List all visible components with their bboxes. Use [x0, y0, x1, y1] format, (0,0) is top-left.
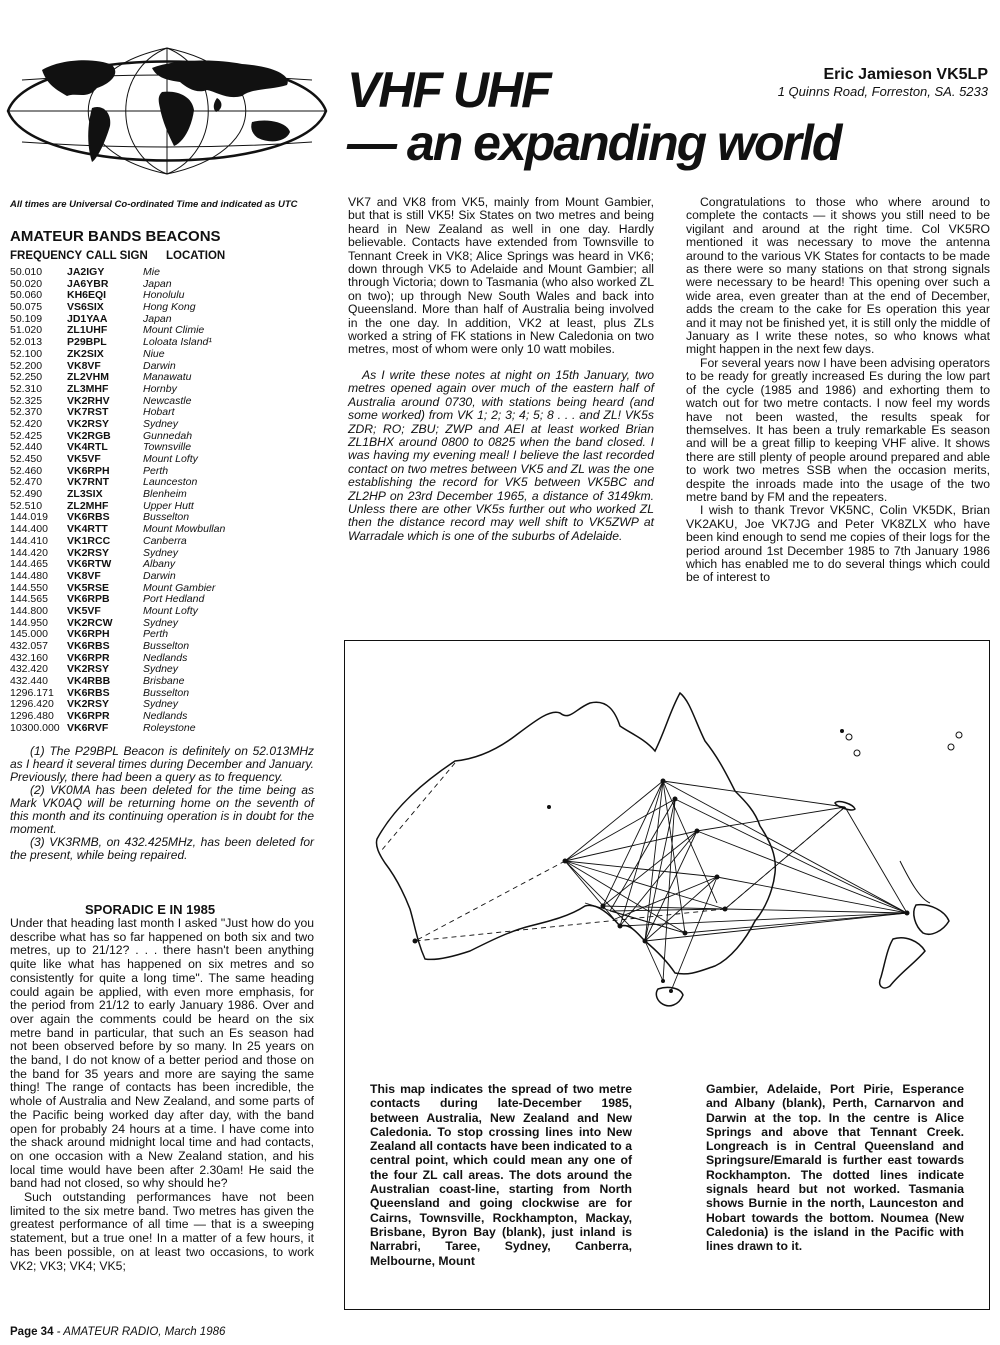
beacon-frequency: 52.420 [10, 417, 43, 430]
beacon-frequency: 10300.000 [10, 721, 60, 734]
beacon-frequency: 52.310 [10, 382, 43, 395]
col3-paragraph-2: For several years now I have been advising operators to be ready for greatly increased Es during the low part of the cycle (1985 and 1986) and exhorting them to watch out for two metre contacts. I now feel my words have not been wasted, the results speak for themselves. It has been a truly remarkable Es season and will be a great fillip to keeping VHF alive. It shows there are still plenty of people around prepared and able to work two metres SSB when the occasion merits, despite the inroads made into the usage of the two metre band by FM and the repeaters. [686, 355, 990, 504]
beacon-frequency: 52.325 [10, 394, 43, 407]
beacon-callsign: VK2RSY [67, 417, 110, 430]
beacon-location: Launceston [143, 476, 198, 489]
beacon-frequency: 1296.480 [10, 710, 54, 723]
beacon-callsign: JA2IGY [67, 266, 105, 278]
beacon-location: Blenheim [143, 488, 187, 501]
beacon-frequency: 50.060 [10, 289, 43, 302]
col3-paragraph-3: I wish to thank Trevor VK5NC, Colin VK5DK, Brian VK2AKU, Joe VK7JG and Peter VK8ZLX who have been kind enough to send me copies of their logs for the period around 1st December 1985 to 7th January 1986 which has enabled me to do several things which could be of interest to [686, 503, 990, 585]
beacon-frequency: 144.410 [10, 534, 48, 547]
beacon-location: Busselton [143, 686, 190, 699]
beacon-frequency: 144.480 [10, 569, 48, 582]
beacon-callsign: VK6RPB [67, 593, 110, 606]
beacon-frequency: 145.000 [10, 628, 48, 641]
beacon-location: Gunnedah [143, 429, 193, 442]
beacon-frequency: 144.019 [10, 511, 48, 524]
beacon-frequency: 144.565 [10, 593, 48, 606]
beacon-frequency: 52.450 [10, 453, 43, 465]
beacon-callsign: VK2RSY [67, 663, 110, 676]
utc-note: All times are Universal Co-ordinated Time and indicated as UTC [10, 199, 298, 210]
beacon-frequency: 52.425 [10, 429, 43, 442]
beacon-location: Mount Gambier [143, 581, 216, 594]
article-title-line2: — an expanding world [347, 115, 841, 171]
beacon-location: Upper Hutt [143, 499, 194, 512]
beacon-location: Hong Kong [143, 301, 196, 314]
world-globe-logo [2, 30, 332, 192]
sporadic-heading: SPORADIC E IN 1985 [85, 902, 216, 917]
beacon-callsign: VK6RPH [67, 464, 110, 477]
beacon-frequency: 1296.171 [10, 686, 54, 699]
beacon-callsign: ZL3SIX [67, 488, 103, 501]
beacon-callsign: VK2RGB [67, 429, 111, 442]
beacon-callsign: VK6RPR [67, 651, 110, 664]
beacon-frequency: 432.160 [10, 651, 48, 664]
beacon-callsign: ZL1UHF [67, 324, 108, 337]
beacon-callsign: VK5VF [67, 453, 101, 465]
beacon-callsign: ZL2MHF [67, 499, 109, 512]
beacon-location: Busselton [143, 511, 190, 524]
map-caption-left: This map indicates the spread of two metre contacts during late-December 1985, between Australia, New Zealand and New Caledonia. To stop crossing lines into New Zealand all contacts have been indicated to a central point, which could mean any one of the four ZL call areas. The dots around the Australian coast-line, starting from North Queensland and going clockwise are for Cairns, Townsville, Rockhampton, Mackay, Brisbane, Byron Bay (blank), just inland is Narrabri, Taree, Sydney, Canberra, Melbourne, Mount [370, 1082, 632, 1268]
beacon-callsign: VK7RNT [67, 476, 110, 489]
beacon-frequency: 52.200 [10, 359, 43, 372]
beacon-callsign: VK5RSE [67, 581, 110, 594]
beacon-location: Mount Mowbullan [143, 523, 226, 536]
sporadic-paragraph-1: Under that heading last month I asked "Just how do you describe what has so far happened on both six and two metres, up to 21/12? . . . there hasn't been anything quite like what has happened on six metres and so consistently for quite a long time". The same heading could again be applied, with even more emphasis, for the period from 21/12 to early January 1986. Over and over again the comments could be heard on the six metre band in particular, that such an Es season had not been observed before by so many. In 25 years on the band, I do not know of a better period and those on the band for 35 years and more are saying the same thing! The range of contacts has been incredible, the whole of Australia and New Zealand, and some parts of the Pacific being worked day after day, with the band open for probably 24 hours at a time. I have come into the shack around midnight local time and had contacts, on one occasion with a New Zealand station, and his local time would have been after 2.30am! He said the band had not closed, so why should he? [10, 916, 314, 1191]
beacon-location: Townsville [143, 441, 192, 454]
beacon-callsign: VK8VF [67, 569, 101, 582]
beacon-location: Sydney [143, 546, 179, 559]
beacon-frequency: 52.490 [10, 488, 43, 501]
beacon-location: Sydney [143, 616, 179, 629]
beacon-frequency: 432.440 [10, 675, 48, 688]
publication-info: - AMATEUR RADIO, March 1986 [53, 1326, 226, 1338]
page-number: Page 34 [10, 1326, 54, 1338]
beacon-frequency: 144.465 [10, 558, 48, 571]
beacon-callsign: VK7RST [67, 406, 109, 419]
beacon-frequency: 432.057 [10, 640, 48, 652]
beacon-callsign: VK2RHV [67, 394, 110, 407]
beacon-frequency: 52.100 [10, 347, 43, 360]
beacon-location: Manawatu [143, 371, 192, 384]
beacon-frequency: 52.460 [10, 464, 43, 477]
beacon-location: Mie [143, 266, 160, 278]
column-header-frequency: FREQUENCY [10, 250, 83, 262]
beacon-frequency: 432.420 [10, 663, 48, 676]
col2-paragraph-2: As I write these notes at night on 15th January, two metres opened again over much of the eastern half of Australia around 0730, with stations being heard (and some worked) from VK 1; 2; 3; 4; 5; 8 . . . and ZL! VK5s ZDR; RO; ZBU; ZWP and AEI at least worked Brian ZL1BHX around 0800 to 0825 when the band closed. I was having my evening meal! I believe the last recorded contact on two metres between VK5 and ZL was the one establishing the record for VK5 between VK5BC and ZL2HP on 23rd December 1965, a distance of 3149km. Unless there are other VK5s further out who worked ZL then the distance record may well shift to VK5ZWP at Warradale which is one of the suburbs of Adelaide. [348, 367, 654, 543]
beacon-frequency: 52.013 [10, 336, 43, 349]
author-block [778, 66, 988, 99]
australia-outline [376, 693, 949, 1006]
beacon-location: Mount Climie [143, 324, 205, 337]
beacon-location: Canberra [143, 534, 187, 547]
beacon-location: Perth [143, 628, 169, 641]
col2-paragraph-1: VK7 and VK8 from VK5, mainly from Mount Gambier, but that is still VK5! Six States on two metres and being heard in New Zealand as well in one day. Hardly believable. Contacts have extended from Townsville to Tennant Creek in VK8; Alice Springs was heard in VK6; down through VK5 to Adelaide and Mount Gambier; all through Victoria; down to Tasmania (who also worked ZL on two); up through New South Wales and back into Queensland. More than half of Australia being involved in the one day. In addition, VK2 at least, plus ZLs worked a string of FK stations in New Caledonia on two metres, most of whom were only 10 watt mobiles. [348, 195, 654, 357]
beacon-location: Busselton [143, 640, 190, 652]
beacon-callsign: KH6EQI [67, 289, 107, 302]
beacon-location: Perth [143, 464, 169, 477]
beacon-frequency: 50.010 [10, 266, 43, 278]
beacon-callsign: VK1RCC [67, 534, 111, 547]
beacon-callsign: VK8VF [67, 359, 101, 372]
beacon-callsign: VK6RPH [67, 628, 110, 641]
beacon-frequency: 144.950 [10, 616, 48, 629]
beacon-callsign: VK2RCW [67, 616, 113, 629]
beacon-frequency: 52.470 [10, 476, 43, 489]
beacon-callsign: VK5VF [67, 604, 101, 617]
beacon-callsign: JD1YAA [67, 312, 108, 325]
column-3 [686, 196, 990, 585]
beacon-location: Hornby [143, 382, 177, 395]
beacon-callsign: P29BPL [67, 336, 107, 349]
beacon-location: Roleystone [143, 721, 196, 734]
map-caption-right: Gambier, Adelaide, Port Pirie, Esperance and Albany (blank), Perth, Carnarvon and Darwin at the top. In the centre is Alice Springs and above that Tennant Creek. Longreach is in Central Queensland and Springsure/Emarald is further east towards Rockhampton. The dotted lines indicate signals heard but not worked. Tasmania shows Burnie in the north, Launceston and Hobart towards the bottom. Noumea (New Caledonia) is the island in the Pacific with lines drawn to it. [706, 1082, 964, 1254]
beacon-frequency: 52.510 [10, 499, 43, 512]
note-1: (1) The P29BPL Beacon is definitely on 52.013MHz as I heard it several times during December and January. Previously, there had been a query as to frequency. [10, 744, 314, 784]
contact-map [345, 641, 987, 1071]
beacon-location: Port Hedland [143, 593, 205, 606]
page-footer [10, 1326, 225, 1338]
beacon-frequency: 144.550 [10, 581, 48, 594]
beacon-location: Darwin [143, 569, 176, 582]
beacon-location: Loloata Island¹ [143, 336, 212, 349]
beacon-frequency: 50.075 [10, 301, 43, 314]
sporadic-body [10, 917, 314, 1273]
beacon-location: Mount Lofty [143, 453, 198, 465]
beacon-callsign: ZL2VHM [67, 371, 109, 384]
beacon-callsign: VS6SIX [67, 301, 104, 314]
beacon-frequency: 1296.420 [10, 698, 54, 711]
author-address: 1 Quinns Road, Forreston, SA. 5233 [777, 84, 988, 99]
beacon-callsign: ZL3MHF [67, 382, 109, 395]
beacon-location: Newcastle [143, 394, 192, 407]
beacon-frequency: 144.400 [10, 523, 48, 536]
beacon-location: Japan [143, 312, 172, 325]
note-2: (2) VK0MA has been deleted for the time being as Mark VK0AQ will be returning home on the seventh of this month and its continuing operation is in doubt for the moment. [10, 783, 314, 836]
beacon-frequency: 50.109 [10, 312, 43, 325]
beacon-location: Darwin [143, 359, 176, 372]
beacon-location: Sydney [143, 417, 179, 430]
beacons-heading: AMATEUR BANDS BEACONS [10, 228, 221, 245]
beacon-frequency: 52.440 [10, 441, 43, 454]
beacon-callsign: JA6YBR [67, 277, 109, 290]
beacon-callsign: VK6RTW [67, 558, 112, 571]
beacon-callsign: VK6RBS [67, 511, 110, 524]
beacon-callsign: VK4RTT [67, 523, 108, 536]
author-name: Eric Jamieson VK5LP [823, 66, 988, 83]
beacon-frequency: 52.370 [10, 406, 43, 419]
beacon-callsign: VK2RSY [67, 698, 110, 711]
beacon-callsign: ZK2SIX [67, 347, 104, 360]
beacon-callsign: VK4RTL [67, 441, 108, 454]
beacon-location: Japan [143, 277, 172, 290]
sporadic-paragraph-2: Such outstanding performances have not been limited to the six metre band. Two metres has given the greatest performance of all time — that is a sweeping statement, but a true one! In a matter of a few hours, it has been possible, on at least two occasions, to work VK2; VK3; VK4; VK5; [10, 1190, 314, 1273]
beacon-callsign: VK6RBS [67, 686, 110, 699]
beacon-location: Sydney [143, 698, 179, 711]
nz-north-island [900, 861, 930, 903]
article-title-line1: VHF UHF [347, 62, 550, 118]
note-3: (3) VK3RMB, on 432.425MHz, has been deleted for the present, while being repaired. [10, 835, 314, 862]
beacon-callsign: VK6RVF [67, 721, 109, 734]
column-header-location: LOCATION [166, 250, 226, 262]
beacon-location: Hobart [143, 406, 175, 419]
beacon-location: Honolulu [143, 289, 185, 302]
beacon-location: Nedlands [143, 710, 188, 723]
column-2 [348, 196, 654, 543]
beacon-frequency: 144.800 [10, 604, 48, 617]
beacon-location: Mount Lofty [143, 604, 198, 617]
beacon-callsign: VK2RSY [67, 546, 110, 559]
beacon-frequency: 51.020 [10, 324, 43, 337]
beacon-location: Albany [143, 558, 176, 571]
beacon-callsign: VK6RPR [67, 710, 110, 723]
beacon-frequency: 50.020 [10, 277, 43, 290]
beacon-frequency: 144.420 [10, 546, 48, 559]
beacon-location: Sydney [143, 663, 179, 676]
beacon-location: Nedlands [143, 651, 188, 664]
beacon-frequency: 52.250 [10, 371, 43, 384]
beacon-callsign: VK4RBB [67, 675, 111, 688]
beacon-callsign: VK6RBS [67, 640, 110, 652]
col3-paragraph-1: Congratulations to those who where around to complete the contacts — it shows you still need to be vigilant and around at the right time. Col VK5RO mentioned it was necessary to move the antenna around to the various VK States for contacts to be made as there were so many stations on that strong signals were necessary to be heard! This opening over such a wide area, even greater than at the end of December, adds the cream to the cake for Es operation this year and it may not be finished yet, it is still only the middle of January as I write these notes, so who knows what might happen in the next few days. [686, 195, 990, 357]
beacon-location: Brisbane [143, 675, 185, 688]
beacon-notes [10, 745, 314, 862]
column-header-callsign: CALL SIGN [86, 250, 148, 262]
beacon-location: Niue [143, 347, 165, 360]
